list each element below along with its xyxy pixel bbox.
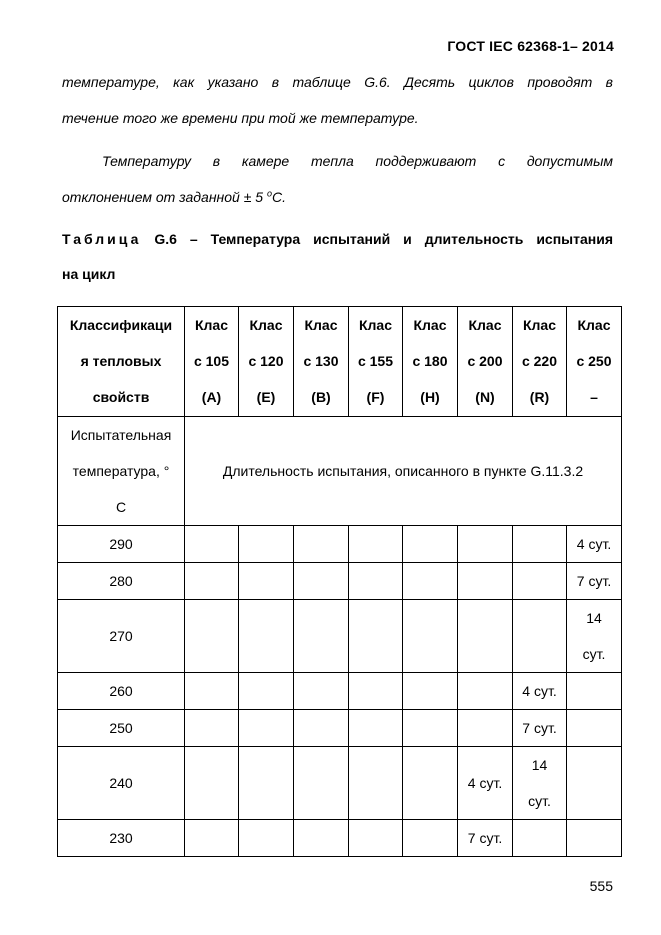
duration-cell [185,820,239,857]
table-header-row [58,307,622,417]
header-class-f [349,307,403,417]
paragraph-2-line-1: Температуру в камере тепла поддерживают с допустимым [102,153,613,169]
page-number: 555 [589,878,613,894]
temperature-duration-table [57,306,622,857]
duration-unit: сут. [528,793,551,809]
duration-cell [403,600,458,673]
duration-cell [185,600,239,673]
class-line: – [590,389,598,405]
class-line: (А) [201,389,222,405]
class-line: Клас [577,317,611,333]
duration-unit: сут. [582,646,606,662]
duration-cell [185,747,239,820]
class-line: (В) [311,389,331,405]
duration-cell [349,563,403,600]
table-caption-line-1 [62,221,613,257]
temperature-cell: 290 [58,526,185,563]
duration-number: 14 [586,610,602,626]
duration-cell [349,600,403,673]
temperature-cell: 250 [58,710,185,747]
table-label-row [58,417,622,526]
duration-cell [239,820,294,857]
table-row [58,600,622,673]
duration-cell [567,710,622,747]
paragraph-2-line-2 [62,179,613,215]
duration-cell [458,710,513,747]
duration-cell [239,710,294,747]
document-code-header: ГОСТ IEC 62368-1– 2014 [447,38,614,54]
class-line: с 250 [576,353,612,369]
header-class-e [239,307,294,417]
duration-cell: 7 сут. [458,820,513,857]
temperature-cell: 260 [58,673,185,710]
table-caption-title: G.6 – Температура испытаний и длительность испытания [141,231,613,247]
class-line: Клас [468,317,502,333]
duration-cell [458,673,513,710]
duration-cell [185,710,239,747]
class-line: Клас [249,317,283,333]
duration-cell [458,600,513,673]
header-classification-line: я тепловых [80,353,162,369]
duration-cell [403,563,458,600]
duration-cell [294,673,349,710]
duration-cell [239,600,294,673]
paragraph-1-line-2: течение того же времени при той же температуре. [62,110,419,126]
header-class-h [403,307,458,417]
duration-cell [294,747,349,820]
class-line: с 130 [303,353,339,369]
duration-cell: 4 сут. [567,526,622,563]
temperature-cell: 230 [58,820,185,857]
duration-cell [294,563,349,600]
class-line: Клас [358,317,392,333]
class-line: (N) [475,389,495,405]
duration-cell [567,673,622,710]
class-line: с 120 [248,353,284,369]
header-class-a [185,307,239,417]
class-line: Клас [413,317,447,333]
duration-cell [349,526,403,563]
tolerance-unit: С. [271,189,286,205]
duration-cell [567,820,622,857]
header-classification [58,307,185,417]
test-duration-label: Длительность испытания, описанного в пункте G.11.3.2 [185,417,622,526]
duration-cell [185,673,239,710]
duration-cell [403,747,458,820]
header-classification-line: Классификаци [69,317,173,333]
duration-cell: 4 сут. [458,747,513,820]
duration-cell [349,820,403,857]
duration-cell [513,820,567,857]
duration-cell [239,526,294,563]
class-line: Клас [522,317,556,333]
duration-cell [513,563,567,600]
class-line: с 155 [357,353,394,369]
duration-cell [239,673,294,710]
duration-number: 14 [531,757,548,773]
duration-cell [294,710,349,747]
duration-cell [403,710,458,747]
header-class-b [294,307,349,417]
table-row [58,820,622,857]
table-caption-line-2: на цикл [62,266,116,282]
duration-cell [458,526,513,563]
table-row [58,747,622,820]
class-line: Клас [304,317,338,333]
temp-label-line: температура, ° [72,463,170,479]
duration-cell: 7 сут. [513,710,567,747]
class-line: Клас [194,317,228,333]
duration-cell [185,563,239,600]
duration-cell: 4 сут. [513,673,567,710]
class-line: (R) [529,389,550,405]
table-row [58,563,622,600]
class-line: (F) [366,389,385,405]
header-class-r [513,307,567,417]
duration-cell [403,673,458,710]
test-temperature-label [58,417,185,526]
class-line: с 105 [193,353,230,369]
duration-cell [349,673,403,710]
duration-cell [403,820,458,857]
paragraph-1-line-1: температуре, как указано в таблице G.6. Десять циклов проводят в [62,74,613,90]
duration-cell [513,600,567,673]
class-line: с 180 [412,353,448,369]
duration-cell [294,600,349,673]
temperature-cell: 240 [58,747,185,820]
duration-cell [513,747,567,820]
duration-cell [185,526,239,563]
table-caption-label: Таблица [62,231,142,247]
table-row [58,710,622,747]
header-classification-line: свойств [92,389,150,405]
duration-cell [458,563,513,600]
class-line: (Е) [256,389,276,405]
duration-cell [294,820,349,857]
temp-label-line: Испытательная [70,427,172,443]
duration-cell [239,747,294,820]
duration-cell [567,600,622,673]
table-row [58,526,622,563]
temperature-cell: 270 [58,600,185,673]
class-line: с 220 [521,353,558,369]
degree-sup: о [266,188,272,199]
temperature-cell: 280 [58,563,185,600]
class-line: (Н) [420,389,440,405]
tolerance-text: отклонением от заданной ± 5 [62,189,267,205]
class-line: с 200 [467,353,503,369]
duration-cell [349,710,403,747]
duration-cell [294,526,349,563]
duration-cell [403,526,458,563]
temp-label-line: С [115,499,127,515]
table-row [58,673,622,710]
header-class-n [458,307,513,417]
duration-cell [239,563,294,600]
duration-cell [567,747,622,820]
header-class-250 [567,307,622,417]
duration-cell [513,526,567,563]
duration-cell [349,747,403,820]
duration-cell: 7 сут. [567,563,622,600]
